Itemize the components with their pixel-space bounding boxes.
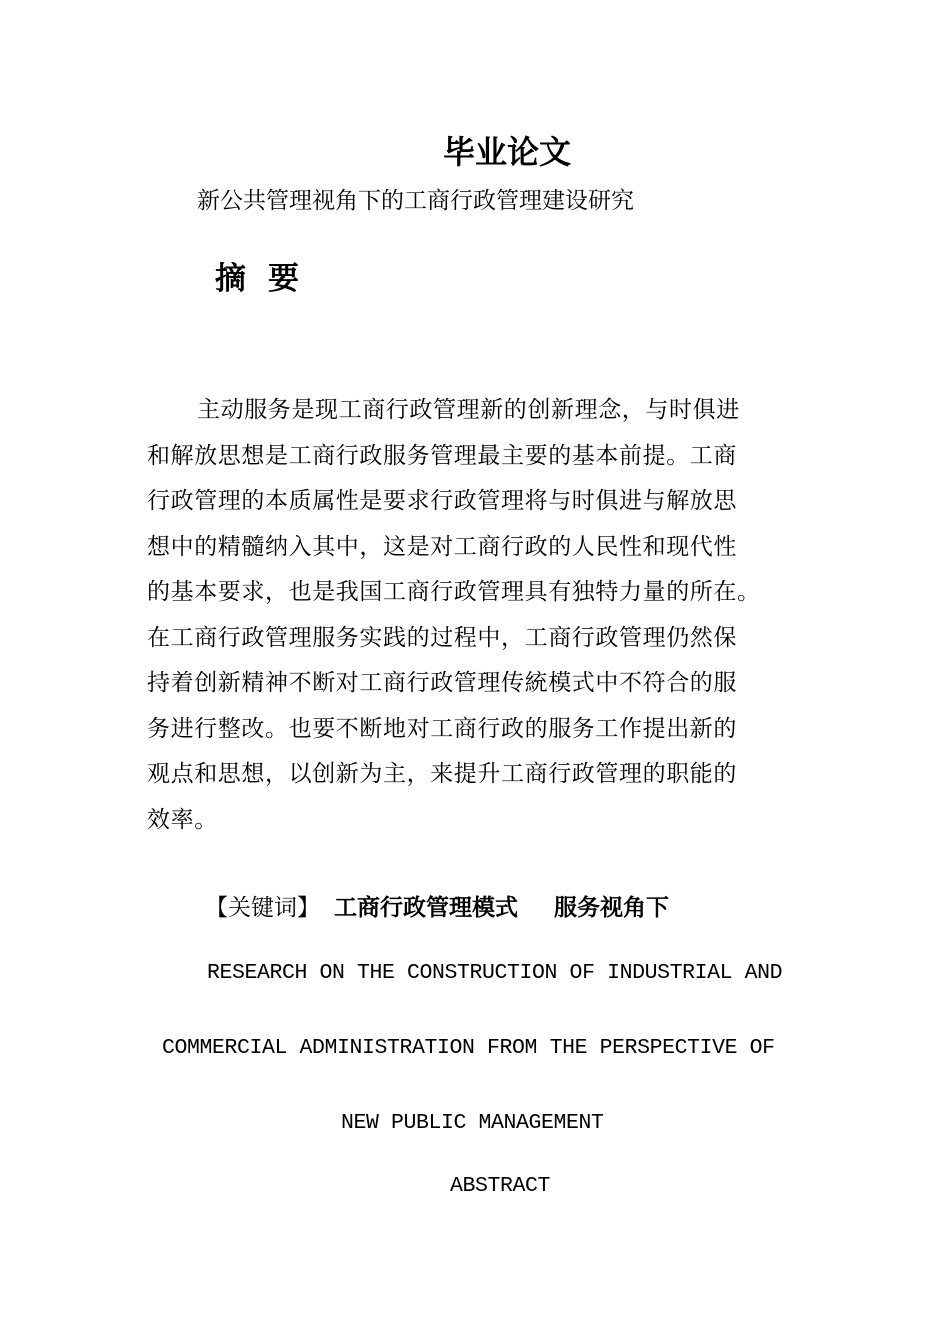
- keywords-row: [205, 888, 669, 928]
- english-title-line: RESEARCH ON THE CONSTRUCTION OF INDUSTRIAL AND: [207, 961, 783, 985]
- keywords-label: 【关键词】: [205, 895, 320, 921]
- thesis-title: 毕业论文: [443, 133, 572, 171]
- abstract-line: 持着创新精神不断对工商行政管理传統模式中不符合的服: [147, 670, 737, 696]
- abstract-line: 效率。: [147, 806, 218, 833]
- abstract-body: [147, 388, 807, 843]
- abstract-line: 务进行整改。也要不断地对工商行政的服务工作提出新的: [147, 715, 737, 742]
- english-abstract-heading: ABSTRACT: [450, 1174, 551, 1198]
- keyword-term: 服务视角下: [554, 895, 669, 921]
- abstract-line: 的基本要求，也是我国工商行政管理具有独特力量的所在。: [147, 579, 761, 605]
- english-title-line: COMMERCIAL ADMINISTRATION FROM THE PERSPECTIVE OF: [162, 1036, 775, 1060]
- abstract-line: 在工商行政管理服务实践的过程中，工商行政管理仍然保: [147, 624, 737, 651]
- keyword-term: 工商行政管理模式: [334, 895, 518, 921]
- abstract-line: 主动服务是现工商行政管理新的创新理念，与时俱进: [197, 397, 740, 423]
- english-title-line: NEW PUBLIC MANAGEMENT: [341, 1111, 604, 1135]
- abstract-line: 行政管理的本质属性是要求行政管理将与时俱进与解放思: [147, 488, 737, 514]
- chinese-subtitle: 新公共管理视角下的工商行政管理建设研究: [197, 188, 634, 214]
- abstract-heading: 摘要: [215, 261, 321, 297]
- abstract-line: 观点和思想，以创新为主，来提升工商行政管理的职能的: [147, 761, 737, 787]
- abstract-line: 和解放思想是工商行政服务管理最主要的基本前提。工商: [147, 442, 737, 469]
- abstract-line: 想中的精髓纳入其中，这是对工商行政的人民性和现代性: [147, 533, 737, 560]
